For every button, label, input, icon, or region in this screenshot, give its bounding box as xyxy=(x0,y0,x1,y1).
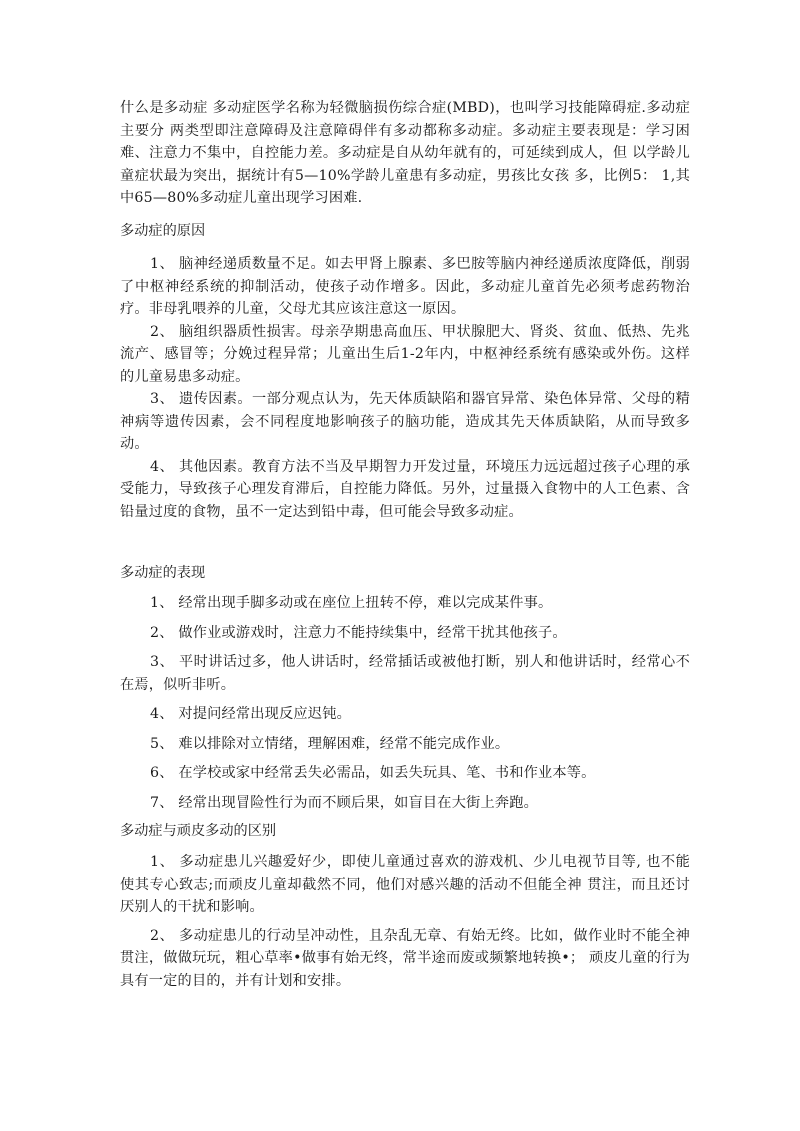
intro-paragraph: 什么是多动症 多动症医学名称为轻微脑损伤综合症(MBD)，也叫学习技能障碍症.多动症主要分 两类型即注意障碍及注意障碍伴有多动都称多动症。多动症主要表现是：学习困 难、注意力不集中，自控能力差。多动症是自从幼年就有的，可延续到成人，但 以学龄儿童症状最为突出，据统计有5—10%学龄儿童患有多动症，男孩比女孩 多，比例5： 1,其中65—80%多动症儿童出现学习困难. xyxy=(120,100,690,206)
list-item: 3、 遗传因素。一部分观点认为，先天体质缺陷和器官异常、染色体异常、父母的精神病等遗传因素，会不同程度地影响孩子的脑功能，造成其先天体质缺陷，从而导致多动。 xyxy=(120,391,690,452)
list-item: 4、 其他因素。教育方法不当及早期智力开发过量，环境压力远远超过孩子心理的承受能力，导致孩子心理发育滞后，自控能力降低。另外，过量摄入食物中的人工色素、含铅量过度的食物，虽不一定达到铅中毒，但可能会导致多动症。 xyxy=(120,458,690,520)
list-item: 2、 做作业或游戏时，注意力不能持续集中，经常干扰其他孩子。 xyxy=(150,624,567,641)
list-item: 2、 脑组织器质性损害。母亲孕期患高血压、甲状腺肥大、肾炎、贫血、低热、先兆流产、感冒等；分娩过程异常；儿童出生后1-2年内，中枢神经系统有感染或外伤。这样的儿童易患多动症。 xyxy=(120,323,690,385)
difference-list xyxy=(120,851,690,992)
list-item: 7、 经常出现冒险性行为而不顾后果，如盲目在大街上奔跑。 xyxy=(150,794,539,811)
list-item: 1、 多动症患儿兴趣爱好少，即使儿童通过喜欢的游戏机、少儿电视节目等, 也不能使其专心致志;而顽皮儿童却截然不同，他们对感兴趣的活动不但能全神 贯注，而且还讨厌别人的干扰和影响。 xyxy=(120,854,690,915)
list-item: 5、 难以排除对立情绪，理解困难，经常不能完成作业。 xyxy=(150,735,510,752)
list-item: 3、 平时讲话过多，他人讲话时，经常插话或被他打断，别人和他讲话时，经常心不在焉，似听非听。 xyxy=(120,654,690,693)
symptoms-heading: 多动症的表现 xyxy=(120,565,206,581)
list-item: 1、 经常出现手脚多动或在座位上扭转不停，难以完成某件事。 xyxy=(150,595,553,611)
list-item: 6、 在学校或家中经常丢失必需品，如丢失玩具、笔、书和作业本等。 xyxy=(150,765,596,781)
causes-list xyxy=(120,253,690,523)
symptoms-list xyxy=(120,592,690,814)
causes-heading: 多动症的原因 xyxy=(120,223,206,239)
intro-section xyxy=(120,97,690,210)
list-item: 4、 对提问经常出现反应迟钝。 xyxy=(150,706,351,722)
difference-heading: 多动症与顽皮多动的区别 xyxy=(120,823,277,839)
list-item: 2、 多动症患儿的行动呈冲动性，且杂乱无章、有始无终。比如，做作业时不能全神贯注，做做玩玩，粗心草率•做事有始无终，常半途而废或频繁地转换•； 顽皮儿童的行为具有一定的目的，并有计划和安排。 xyxy=(120,927,690,989)
list-item: 1、 脑神经递质数量不足。如去甲肾上腺素、多巴胺等脑内神经递质浓度降低，削弱了中枢神经系统的抑制活动，使孩子动作增多。因此，多动症儿童首先必须考虑药物治疗。非母乳喂养的儿童，父母尤其应该注意这一原因。 xyxy=(120,256,690,317)
